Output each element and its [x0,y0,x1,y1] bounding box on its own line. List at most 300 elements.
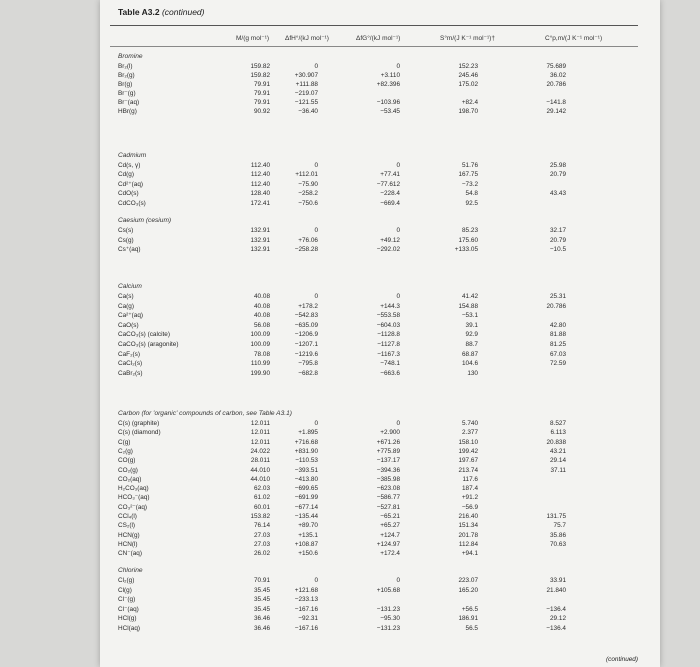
species-cell: Cs⁺(aq) [118,246,141,254]
value-cell: 90.92 [254,108,270,115]
table-row [100,171,660,179]
value-cell: −131.23 [376,625,400,632]
value-cell: 35.45 [254,605,270,613]
value-cell: 186.91 [458,615,478,623]
value-cell: 33.91 [550,577,566,584]
textbook-page [100,0,660,667]
value-cell: 132.91 [250,227,270,234]
value-cell: 6.113 [550,429,566,437]
table-row [100,341,660,349]
value-cell: 213.74 [458,466,478,474]
value-cell: 154.88 [458,302,478,310]
table-row [100,90,660,98]
value-cell: −131.23 [376,605,400,613]
value-cell: +135.1 [298,531,318,539]
continued-note: (continued) [606,656,638,663]
value-cell: 78.08 [254,350,270,358]
table-row [100,200,660,208]
value-cell: +111.88 [295,81,318,88]
section-label: Bromine [118,53,143,60]
species-cell: HBr(g) [118,108,137,115]
section-label: Caesium (cesium) [118,217,172,224]
table-title-bold: Table A3.2 [118,7,160,17]
value-cell: 35.86 [550,531,566,539]
value-cell: 153.82 [250,513,270,520]
value-cell: 0 [314,63,318,70]
value-cell: 44.010 [250,466,270,474]
value-cell: +94.1 [461,550,478,558]
value-cell: −677.14 [294,503,318,511]
value-cell: 79.91 [254,81,270,88]
table-row [100,615,660,623]
species-cell: CaCO₃(s) (aragonite) [118,341,179,348]
value-cell: −56.9 [461,503,478,511]
value-cell: 40.08 [254,312,270,320]
section-label: Carbon (for 'organic' compounds of carbon, see Table A3.1) [118,410,292,417]
value-cell: −604.03 [376,321,400,329]
species-cell: CdCO₃(s) [118,199,146,207]
value-cell: −413.80 [294,475,318,483]
value-cell: +49.12 [380,236,400,244]
table-row [100,351,660,359]
value-cell: 110.99 [250,360,270,368]
value-cell: 81.25 [550,341,566,348]
section-5 [100,567,660,577]
value-cell: 36.02 [550,72,566,79]
value-cell: +56.5 [461,605,478,613]
value-cell: 12.011 [250,420,270,427]
table-row [100,108,660,116]
species-cell: HCl(g) [118,615,137,623]
table-row [100,81,660,89]
species-cell: Cd(g) [118,171,134,179]
value-cell: −795.8 [298,360,318,368]
value-cell: −393.51 [294,466,318,474]
value-cell: 20.838 [546,438,566,446]
value-cell: 112.84 [458,540,478,548]
value-cell: −663.6 [380,369,400,377]
species-cell: Cs(g) [118,236,134,244]
value-cell: 112.40 [250,171,270,179]
value-cell: +105.68 [376,586,400,594]
species-cell: HCl(aq) [118,625,141,632]
species-cell: HCN(l) [118,540,138,548]
value-cell: −1127.8 [377,341,400,348]
value-cell: 85.23 [462,227,478,234]
value-cell: −635.09 [294,321,318,329]
value-cell: −75.90 [298,180,318,188]
value-cell: 131.75 [546,513,566,520]
value-cell: 175.60 [458,236,478,244]
value-cell: 41.42 [462,293,478,300]
value-cell: +89.70 [298,522,318,530]
value-cell: 245.46 [458,72,478,79]
value-cell: −167.16 [294,625,318,632]
value-cell: 159.82 [250,72,270,79]
table-row [100,162,660,170]
value-cell: 0 [396,63,400,70]
value-cell: −542.83 [294,312,318,320]
species-cell: C(g) [118,438,131,446]
table-row [100,541,660,549]
value-cell: 20.79 [550,171,566,179]
value-cell: 43.43 [550,190,566,198]
species-cell: CaF₂(s) [118,350,141,358]
table-row [100,457,660,465]
value-cell: −258.2 [298,190,318,198]
species-cell: CO₂(g) [118,466,138,474]
table-row [100,596,660,604]
table-row [100,72,660,80]
section-3 [100,283,660,293]
species-cell: C₂(g) [118,447,133,455]
table-row [100,485,660,493]
table-row [100,504,660,512]
value-cell: +82.396 [376,81,400,88]
value-cell: 36.46 [254,615,270,623]
value-cell: 0 [314,162,318,169]
species-cell: CdO(s) [118,190,139,198]
value-cell: −292.02 [376,246,400,254]
species-cell: Ca(g) [118,302,134,310]
species-cell: Cl⁻(g) [118,596,136,604]
value-cell: 51.76 [462,162,478,169]
value-cell: 12.011 [250,429,270,437]
value-cell: 40.08 [254,302,270,310]
value-cell: 29.142 [546,108,566,115]
value-cell: −691.99 [294,494,318,502]
value-cell: 130 [467,369,478,377]
value-cell: −623.08 [376,485,400,493]
value-cell: −65.21 [380,513,400,520]
species-cell: H₂CO₃(aq) [118,485,149,493]
table-row [100,476,660,484]
value-cell: 0 [396,420,400,427]
value-cell: +775.89 [376,447,400,455]
value-cell: −682.8 [298,369,318,377]
value-cell: 88.7 [465,341,478,348]
value-cell: 216.40 [458,513,478,520]
value-cell: 0 [396,227,400,234]
value-cell: 40.08 [254,293,270,300]
value-cell: 35.45 [254,596,270,604]
value-cell: 76.14 [254,522,270,530]
species-cell: Cs(s) [118,227,134,234]
value-cell: 0 [396,577,400,584]
value-cell: 159.82 [250,63,270,70]
species-cell: Br⁻(aq) [118,99,140,106]
value-cell: 128.40 [250,190,270,198]
value-cell: +65.27 [380,522,400,530]
value-cell: 201.78 [458,531,478,539]
species-cell: Br⁻(g) [118,90,136,97]
species-cell: CaCl₂(s) [118,360,143,368]
table-row [100,448,660,456]
value-cell: 62.03 [254,485,270,493]
table-row [100,237,660,245]
value-cell: −136.4 [546,625,566,632]
value-cell: 42.80 [550,321,566,329]
value-cell: 81.88 [550,331,566,339]
section-4 [100,410,660,420]
species-cell: Br₂(g) [118,72,135,79]
value-cell: −121.55 [294,99,318,106]
value-cell: +30.907 [294,72,318,79]
value-cell: −699.65 [294,485,318,493]
species-cell: Cl(g) [118,586,132,594]
value-cell: 0 [314,227,318,234]
value-cell: −36.40 [298,108,318,115]
value-cell: −103.96 [376,99,400,106]
value-cell: 43.21 [550,447,566,455]
table-row [100,322,660,330]
value-cell: 29.14 [550,457,566,465]
value-cell: +716.68 [294,438,318,446]
value-cell: 132.91 [250,246,270,254]
value-cell: 2.377 [462,429,478,437]
value-cell: −586.77 [376,494,400,502]
species-cell: CaBr₂(s) [118,369,143,377]
species-cell: HCN(g) [118,531,140,539]
table-row [100,227,660,235]
table-row [100,63,660,71]
species-cell: Cl₂(g) [118,577,135,584]
value-cell: +108.87 [294,540,318,548]
value-cell: 165.20 [458,586,478,594]
section-label: Chlorine [118,567,143,574]
section-label: Calcium [118,283,142,290]
value-cell: 67.03 [550,350,566,358]
value-cell: +77.41 [380,171,400,179]
value-cell: 21.840 [546,586,566,594]
section-0 [100,53,660,63]
header-entropy: S°m/(J K⁻¹ mol⁻¹)† [440,35,495,42]
value-cell: +178.2 [298,302,318,310]
value-cell: −53.1 [461,312,478,320]
value-cell: 70.63 [550,540,566,548]
value-cell: 20.786 [546,302,566,310]
table-row [100,246,660,254]
value-cell: −258.28 [294,246,318,254]
value-cell: 0 [314,577,318,584]
value-cell: −73.2 [461,180,478,188]
value-cell: −394.36 [376,466,400,474]
table-row [100,550,660,558]
value-cell: 152.23 [458,63,478,70]
value-cell: 60.01 [254,503,270,511]
table-row [100,532,660,540]
value-cell: −10.5 [549,246,566,254]
table-row [100,420,660,428]
value-cell: 0 [314,420,318,427]
header-heat-capacity: C°p,m/(J K⁻¹ mol⁻¹) [545,35,603,42]
species-cell: C(s) (diamond) [118,429,161,437]
value-cell: +150.6 [298,550,318,558]
species-cell: Cd²⁺(aq) [118,180,144,188]
table-row [100,577,660,585]
value-cell: 27.03 [254,531,270,539]
header-molar-mass: M/(g mol⁻¹) [236,35,270,42]
value-cell: 32.17 [550,227,566,234]
table-row [100,331,660,339]
value-cell: +91.2 [461,494,478,502]
value-cell: −748.1 [380,360,400,368]
table-row [100,181,660,189]
table-row [100,360,660,368]
table-row [100,190,660,198]
value-cell: +671.26 [376,438,400,446]
value-cell: 56.5 [465,625,478,632]
value-cell: 100.09 [250,331,270,339]
value-cell: 187.4 [462,485,478,493]
value-cell: −1128.8 [377,331,400,339]
value-cell: 39.1 [465,321,478,329]
value-cell: +172.4 [380,550,400,558]
value-cell: −553.58 [376,312,400,320]
value-cell: 75.7 [553,522,566,530]
value-cell: 223.07 [458,577,478,584]
section-1 [100,152,660,162]
table-row [100,99,660,107]
value-cell: +124.7 [380,531,400,539]
value-cell: −110.53 [295,457,318,465]
value-cell: +2.900 [380,429,400,437]
value-cell: 0 [314,293,318,300]
value-cell: −1207.1 [294,341,318,348]
value-cell: +121.68 [294,586,318,594]
value-cell: 72.59 [550,360,566,368]
value-cell: −77.612 [376,180,400,188]
value-cell: 56.08 [254,321,270,329]
value-cell: −137.17 [376,457,400,465]
table-row [100,429,660,437]
table-row [100,606,660,614]
value-cell: −53.45 [380,108,400,115]
table-row [100,625,660,633]
species-cell: CN⁻(aq) [118,550,142,558]
value-cell: +144.3 [380,302,400,310]
value-cell: 29.12 [550,615,566,623]
table-row [100,587,660,595]
value-cell: 112.40 [250,162,270,169]
value-cell: 68.87 [462,350,478,358]
table-row [100,439,660,447]
value-cell: 92.9 [465,331,478,339]
value-cell: 199.90 [250,369,270,377]
value-cell: +133.05 [454,246,478,254]
value-cell: 8.527 [550,420,566,427]
species-cell: CO(g) [118,457,136,465]
table-row [100,494,660,502]
species-cell: CaO(s) [118,321,139,329]
value-cell: −135.44 [294,513,318,520]
value-cell: 5.740 [462,420,478,427]
table-row [100,513,660,521]
value-cell: 79.91 [254,90,270,97]
value-cell: 132.91 [250,236,270,244]
table-row [100,312,660,320]
species-cell: Cl⁻(aq) [118,605,139,613]
value-cell: 175.02 [458,81,478,88]
value-cell: +112.01 [295,171,318,179]
value-cell: 92.5 [465,199,478,207]
value-cell: 36.46 [254,625,270,632]
species-cell: CO₃²⁻(aq) [118,503,148,511]
value-cell: −750.6 [298,199,318,207]
value-cell: 44.010 [250,475,270,483]
table-row [100,467,660,475]
value-cell: 54.8 [465,190,478,198]
value-cell: −1219.6 [294,350,318,358]
value-cell: −167.16 [294,605,318,613]
species-cell: Br(g) [118,81,133,88]
value-cell: +3.110 [380,72,400,79]
value-cell: −92.31 [298,615,318,623]
species-cell: CO₂(aq) [118,475,142,483]
value-cell: 158.10 [458,438,478,446]
value-cell: 24.022 [250,447,270,455]
header-enthalpy: ΔfH°/(kJ mol⁻¹) [285,35,329,42]
species-cell: CS₂(l) [118,522,136,530]
value-cell: −141.8 [546,99,566,106]
value-cell: 35.45 [254,586,270,594]
species-cell: Cd(s, γ) [118,162,141,169]
value-cell: −669.4 [380,199,400,207]
value-cell: 79.91 [254,99,270,106]
table-title [118,7,204,17]
value-cell: 104.6 [462,360,478,368]
species-cell: Br₂(l) [118,63,133,70]
value-cell: −233.13 [294,596,318,604]
value-cell: 198.70 [458,108,478,115]
value-cell: +76.06 [298,236,318,244]
value-cell: 12.011 [250,438,270,446]
section-2 [100,217,660,227]
table-row [100,303,660,311]
header-gibbs: ΔfG°/(kJ mol⁻¹) [356,35,401,42]
value-cell: 167.75 [458,171,478,179]
value-cell: 199.42 [458,447,478,455]
value-cell: 70.91 [254,577,270,584]
species-cell: CCl₄(l) [118,513,137,520]
value-cell: 0 [396,162,400,169]
value-cell: +831.90 [294,447,318,455]
value-cell: −527.81 [376,503,400,511]
value-cell: 151.34 [458,522,478,530]
value-cell: −95.30 [380,615,400,623]
value-cell: −1206.9 [294,331,318,339]
value-cell: 20.786 [546,81,566,88]
value-cell: 37.11 [550,466,566,474]
species-cell: HCO₃⁻(aq) [118,494,150,502]
species-cell: Ca(s) [118,293,134,300]
value-cell: −219.07 [294,90,318,97]
value-cell: 117.6 [462,475,478,483]
table-row [100,522,660,530]
value-cell: −136.4 [546,605,566,613]
species-cell: C(s) (graphite) [118,420,160,427]
value-cell: 172.41 [250,199,270,207]
value-cell: 197.67 [458,457,478,465]
top-rule [110,25,638,26]
value-cell: 0 [396,293,400,300]
value-cell: 20.79 [550,236,566,244]
value-cell: −385.98 [376,475,400,483]
value-cell: 27.03 [254,540,270,548]
value-cell: 25.31 [550,293,566,300]
value-cell: 100.09 [250,341,270,348]
section-label: Cadmium [118,152,147,159]
